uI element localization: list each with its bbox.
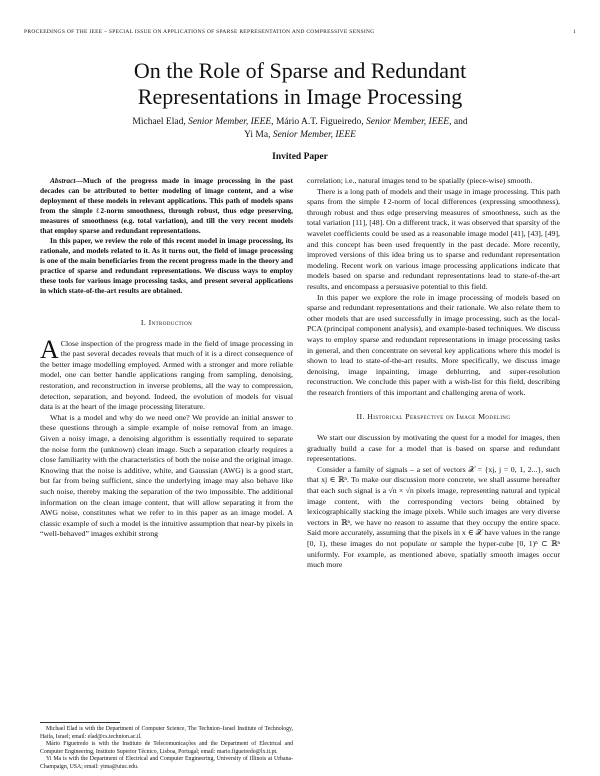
title-line-2: Representations in Image Processing: [137, 84, 463, 109]
footnote-elad: Michael Elad is with the Department of Computer Science, The Technion–Israel Institute of Technology, Haifa, Israel; email: elad@cs.technion.ac.il.: [40, 726, 293, 740]
author-and: and: [453, 117, 468, 127]
abstract-paragraph-2: In this paper, we review the role of this recent model in image processing, its rationale, and models related to it. As it turns out, the field of image processing is one of the main beneficiaries from the recent progress made in the theory and practice of sparse and redundant representations. We discuss ways to employ these tools for various image processing tasks, and present several applications in which state-of-the-art results are obtained.: [40, 236, 293, 295]
page-number: 1: [572, 29, 576, 35]
right-column: [307, 176, 560, 776]
section-heading-historical: II. Historical Perspective on Image Modeling: [356, 412, 511, 422]
journal-name: PROCEEDINGS OF THE IEEE – SPECIAL ISSUE ON APPLICATIONS OF SPARSE REPRESENTATION AND COMPRESSIVE SENSING: [24, 29, 375, 35]
author-1-role: Senior Member, IEEE,: [188, 117, 274, 127]
author-1-name: Michael Elad,: [132, 117, 186, 127]
paper-title: [40, 58, 560, 110]
author-2-role: Senior Member, IEEE,: [366, 117, 452, 127]
footnotes: [40, 726, 293, 772]
abstract-text-1: —Much of the progress made in image processing in the past decades can be attributed to better modeling of image content, and a wise deployment of these models in relevant applications. This path of models spans from the simple ℓ2-norm smoothness, through robust, thus edge preserving, measures of smoothness (e.g. total variation), and till the very recent models that employ sparse and redundant representations.: [40, 176, 293, 235]
history-paragraph-1: We start our discussion by motivating the quest for a model for images, then gradually build a case for a model that is based on sparse and redundant representations.: [307, 433, 560, 464]
section-heading-introduction: I. Introduction: [140, 318, 193, 327]
right-paragraph-2: In this paper we explore the role in image processing of models based on sparse and redundant representations and their rationale. We also relate them to other models that are used successfully in image processing, such as the local-PCA (principal component analysis), and example-based techniques. We discuss ways to employ sparse and redundant representations in image processing tasks in general, and then concentrate on several key applications where this model is shown to lead to state-of-the-art results. More specifically, we discuss image denoising, image inpainting, image deblurring, and super-resolution reconstruction. We conclude this paper with a wish-list for this field, describing the research frontiers of this important and challenging arena of work.: [307, 292, 560, 397]
invited-paper-label: Invited Paper: [272, 152, 328, 162]
right-paragraph-1: There is a long path of models and their usage in image processing. This path spans from the simple ℓ2-norm of local differences (expressing smoothness), through robust and thus edge preserving measures of smoothness, such as the total variation [11], [48]. On a different track, it was observed that sparsity of the wavelet coefficients could be used as a reasonable image model [41], [43], [49], and this concept has been used frequently in the past decade. More recently, improved versions of this idea bring us to sparse and redundant representation modeling. Recent work on various image processing applications indicate that models based on sparse and redundant representations lead to state-of-the-art results, and encompass a persuasive potential to this field.: [307, 186, 560, 291]
author-2-name: Mário A.T. Figueiredo,: [275, 117, 364, 127]
footnote-figueiredo: Mário Figueiredo is with the Instituto de Telecomunicações and the Department of Electrical and Computer Engineering, Instituto Superior Técnico, Lisboa, Portugal; email: mario.figueiredo@lx.it.pt.: [40, 741, 293, 755]
drop-cap: A: [40, 334, 59, 364]
abstract-paragraph-1: [40, 176, 293, 236]
footnote-divider: [40, 722, 120, 723]
author-3-role: Senior Member, IEEE: [272, 129, 356, 140]
intro-paragraph-2: What is a model and why do we need one? We provide an initial answer to these questions through a simple example of noise removal from an image. Given a noisy image, a denoising algorithm is essentially required to separate the noise form the (unknown) clean image. Such a separation clearly requires a close familiarity with the characteristics of both the noise and the original image. Knowing that the noise is additive, white, and Gaussian (AWG) is a good start, but far from being sufficient, since the underlying image may also behave like such noise, thereby making the separation of the two impossible. The additional information on the clean image content, that will allow separating it from the AWG noise, constitutes what we refer to in this paper as an image model. A classic example of such a model is the intuitive assumption that near-by pixels in “well-behaved” images exhibit strong: [40, 412, 293, 539]
running-header: [24, 29, 576, 36]
author-3-name: Yi Ma,: [244, 129, 271, 140]
footnote-ma: Yi Ma is with the Department of Electrical and Computer Engineering, University of Illinois at Urbana-Champaign, USA; email: yima@uiuc.edu.: [40, 756, 293, 770]
title-line-1: On the Role of Sparse and Redundant: [133, 58, 467, 83]
author-list: [90, 116, 510, 141]
intro-paragraph-1: [40, 334, 293, 413]
right-paragraph-0: correlation; i.e., natural images tend to be spatially (piece-wise) smooth.: [307, 176, 533, 185]
left-column: [40, 176, 293, 721]
history-paragraph-2: Consider a family of signals – a set of vectors 𝒳 = {xj, j = 0, 1, 2...}, such that xj ∈ ℝⁿ. To make our discussion more concrete, we shall assume hereafter that each such signal is a √n × √n pixels image, representing natural and typical image content, with the corresponding vectors being obtained by lexicographically stacking the image pixels. While such images are very diverse vectors in ℝⁿ, we have no reason to assume that they occupy the entire space. Said more accurately, assuming that the pixels in x ∈ 𝒳 have values in the range [0, 1), these images do not populate or sample the hyper-cube [0, 1)ⁿ ⊂ ℝⁿ uniformly. For example, as mentioned above, spatially smooth images occur much more: [307, 464, 560, 570]
intro-text-1: Close inspection of the progress made in the field of image processing in the past several decades reveals that much of it is a direct consequence of the better image modelling employed. Armed with a stronger and more reliable model, one can better handle applications ranging from sampling, denoising, restoration, and reconstruction in inverse problems, all the way to compression, detection, separation, and beyond. Indeed, the evolution of models for visual data is at the heart of the image processing literature.: [40, 338, 293, 412]
abstract-lead: Abstract: [50, 176, 76, 185]
